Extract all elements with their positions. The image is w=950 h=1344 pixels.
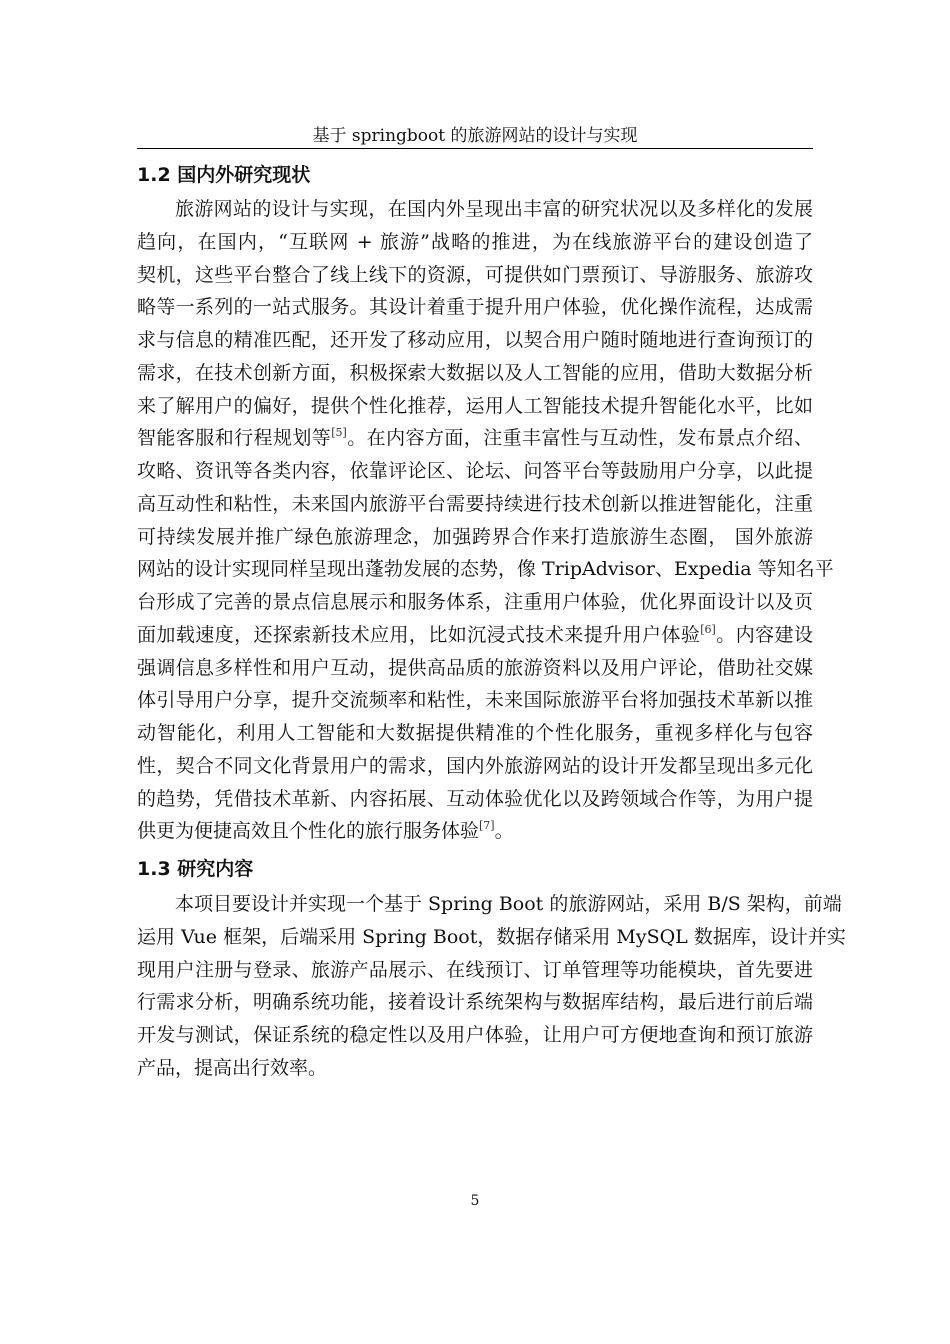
header-divider	[137, 148, 813, 149]
text-line: 契机，这些平台整合了线上线下的资源，可提供如门票预订、导游服务、旅游攻	[137, 263, 813, 286]
text-line: 求与信息的精准匹配，还开发了移动应用，以契合用户随时随地进行查询预订的	[137, 329, 813, 351]
citation-reference: [7]	[479, 819, 495, 833]
section-heading-1-3: 1.3 研究内容	[137, 858, 254, 880]
text-line: 体引导用户分享，提升交流频率和粘性，未来国际旅游平台将加强技术革新以推	[137, 689, 813, 712]
text-line: 动智能化，利用人工智能和大数据提供精准的个性化服务，重视多样化与包容	[137, 722, 813, 744]
text-line: 性，契合不同文化背景用户的需求，国内外旅游网站的设计开发都呈现出多元化	[137, 754, 813, 777]
text-line: 台形成了完善的景点信息展示和服务体系，注重用户体验，优化界面设计以及页	[137, 591, 813, 613]
text-segment: 面加载速度，还探索新技术应用，比如沉浸式技术来提升用户体验	[137, 623, 701, 646]
text-line: 产品，提高出行效率。	[137, 1056, 328, 1079]
text-line: 来了解用户的偏好，提供个性化推荐，运用人工智能技术提升智能化水平，比如	[137, 394, 813, 417]
text-line	[137, 815, 813, 848]
text-line	[137, 422, 813, 455]
text-segment: 供更为便捷高效且个性化的旅行服务体验	[137, 820, 480, 843]
text-line: 略等一系列的一站式服务。其设计着重于提升用户体验，优化操作流程，达成需	[137, 296, 813, 319]
citation-reference: [5]	[331, 426, 347, 440]
paragraph-research-status	[137, 193, 834, 848]
text-segment: 智能客服和行程规划等	[137, 427, 332, 450]
text-line: 强调信息多样性和用户互动，提供高品质的旅游资料以及用户评论，借助社交媒	[137, 656, 813, 679]
text-line: 可持续发展并推广绿色旅游理念，加强跨界合作来打造旅游生态圈， 国外旅游	[137, 525, 813, 548]
text-line: 开发与测试，保证系统的稳定性以及用户体验，让用户可方便地查询和预订旅游	[137, 1024, 813, 1046]
text-segment: 。	[494, 820, 514, 843]
text-segment: 。在内容方面，注重丰富性与互动性，发布景点介绍、	[346, 427, 813, 450]
text-line: 旅游网站的设计与实现，在国内外呈现出丰富的研究状况以及多样化的发展	[175, 198, 813, 220]
text-line: 运用 Vue 框架，后端采用 Spring Boot，数据存储采用 MySQL 数据库，设计并实	[137, 925, 846, 948]
page-number: 5	[470, 1193, 480, 1209]
text-line	[137, 619, 813, 652]
text-line: 现用户注册与登录、旅游产品展示、在线预订、订单管理等功能模块，首先要进	[137, 958, 813, 981]
text-line: 趋向，在国内，“互联网 + 旅游”战略的推进，为在线旅游平台的建设创造了	[137, 230, 813, 253]
citation-reference: [6]	[700, 622, 716, 636]
running-header: 基于 springboot 的旅游网站的设计与实现	[312, 126, 638, 146]
paragraph-research-content	[137, 888, 846, 1085]
text-line: 本项目要设计并实现一个基于 Spring Boot 的旅游网站，采用 B/S 架构，前端	[175, 893, 842, 915]
text-line: 攻略、资讯等各类内容，依靠评论区、论坛、问答平台等鼓励用户分享，以此提	[137, 460, 813, 482]
text-line: 高互动性和粘性，未来国内旅游平台需要持续进行技术创新以推进智能化，注重	[137, 492, 813, 515]
text-line: 需求，在技术创新方面，积极探索大数据以及人工智能的应用，借助大数据分析	[137, 361, 813, 384]
text-line: 的趋势，凭借技术革新、内容拓展、互动体验优化以及跨领域合作等，为用户提	[137, 787, 813, 810]
text-segment: 。内容建设	[715, 623, 813, 646]
section-heading-1-2: 1.2 国内外研究现状	[137, 164, 311, 186]
text-line: 网站的设计实现同样呈现出蓬勃发展的态势，像 TripAdvisor、Expedia 等知名平	[137, 558, 834, 581]
text-line: 行需求分析，明确系统功能，接着设计系统架构与数据库结构，最后进行前后端	[137, 991, 813, 1014]
